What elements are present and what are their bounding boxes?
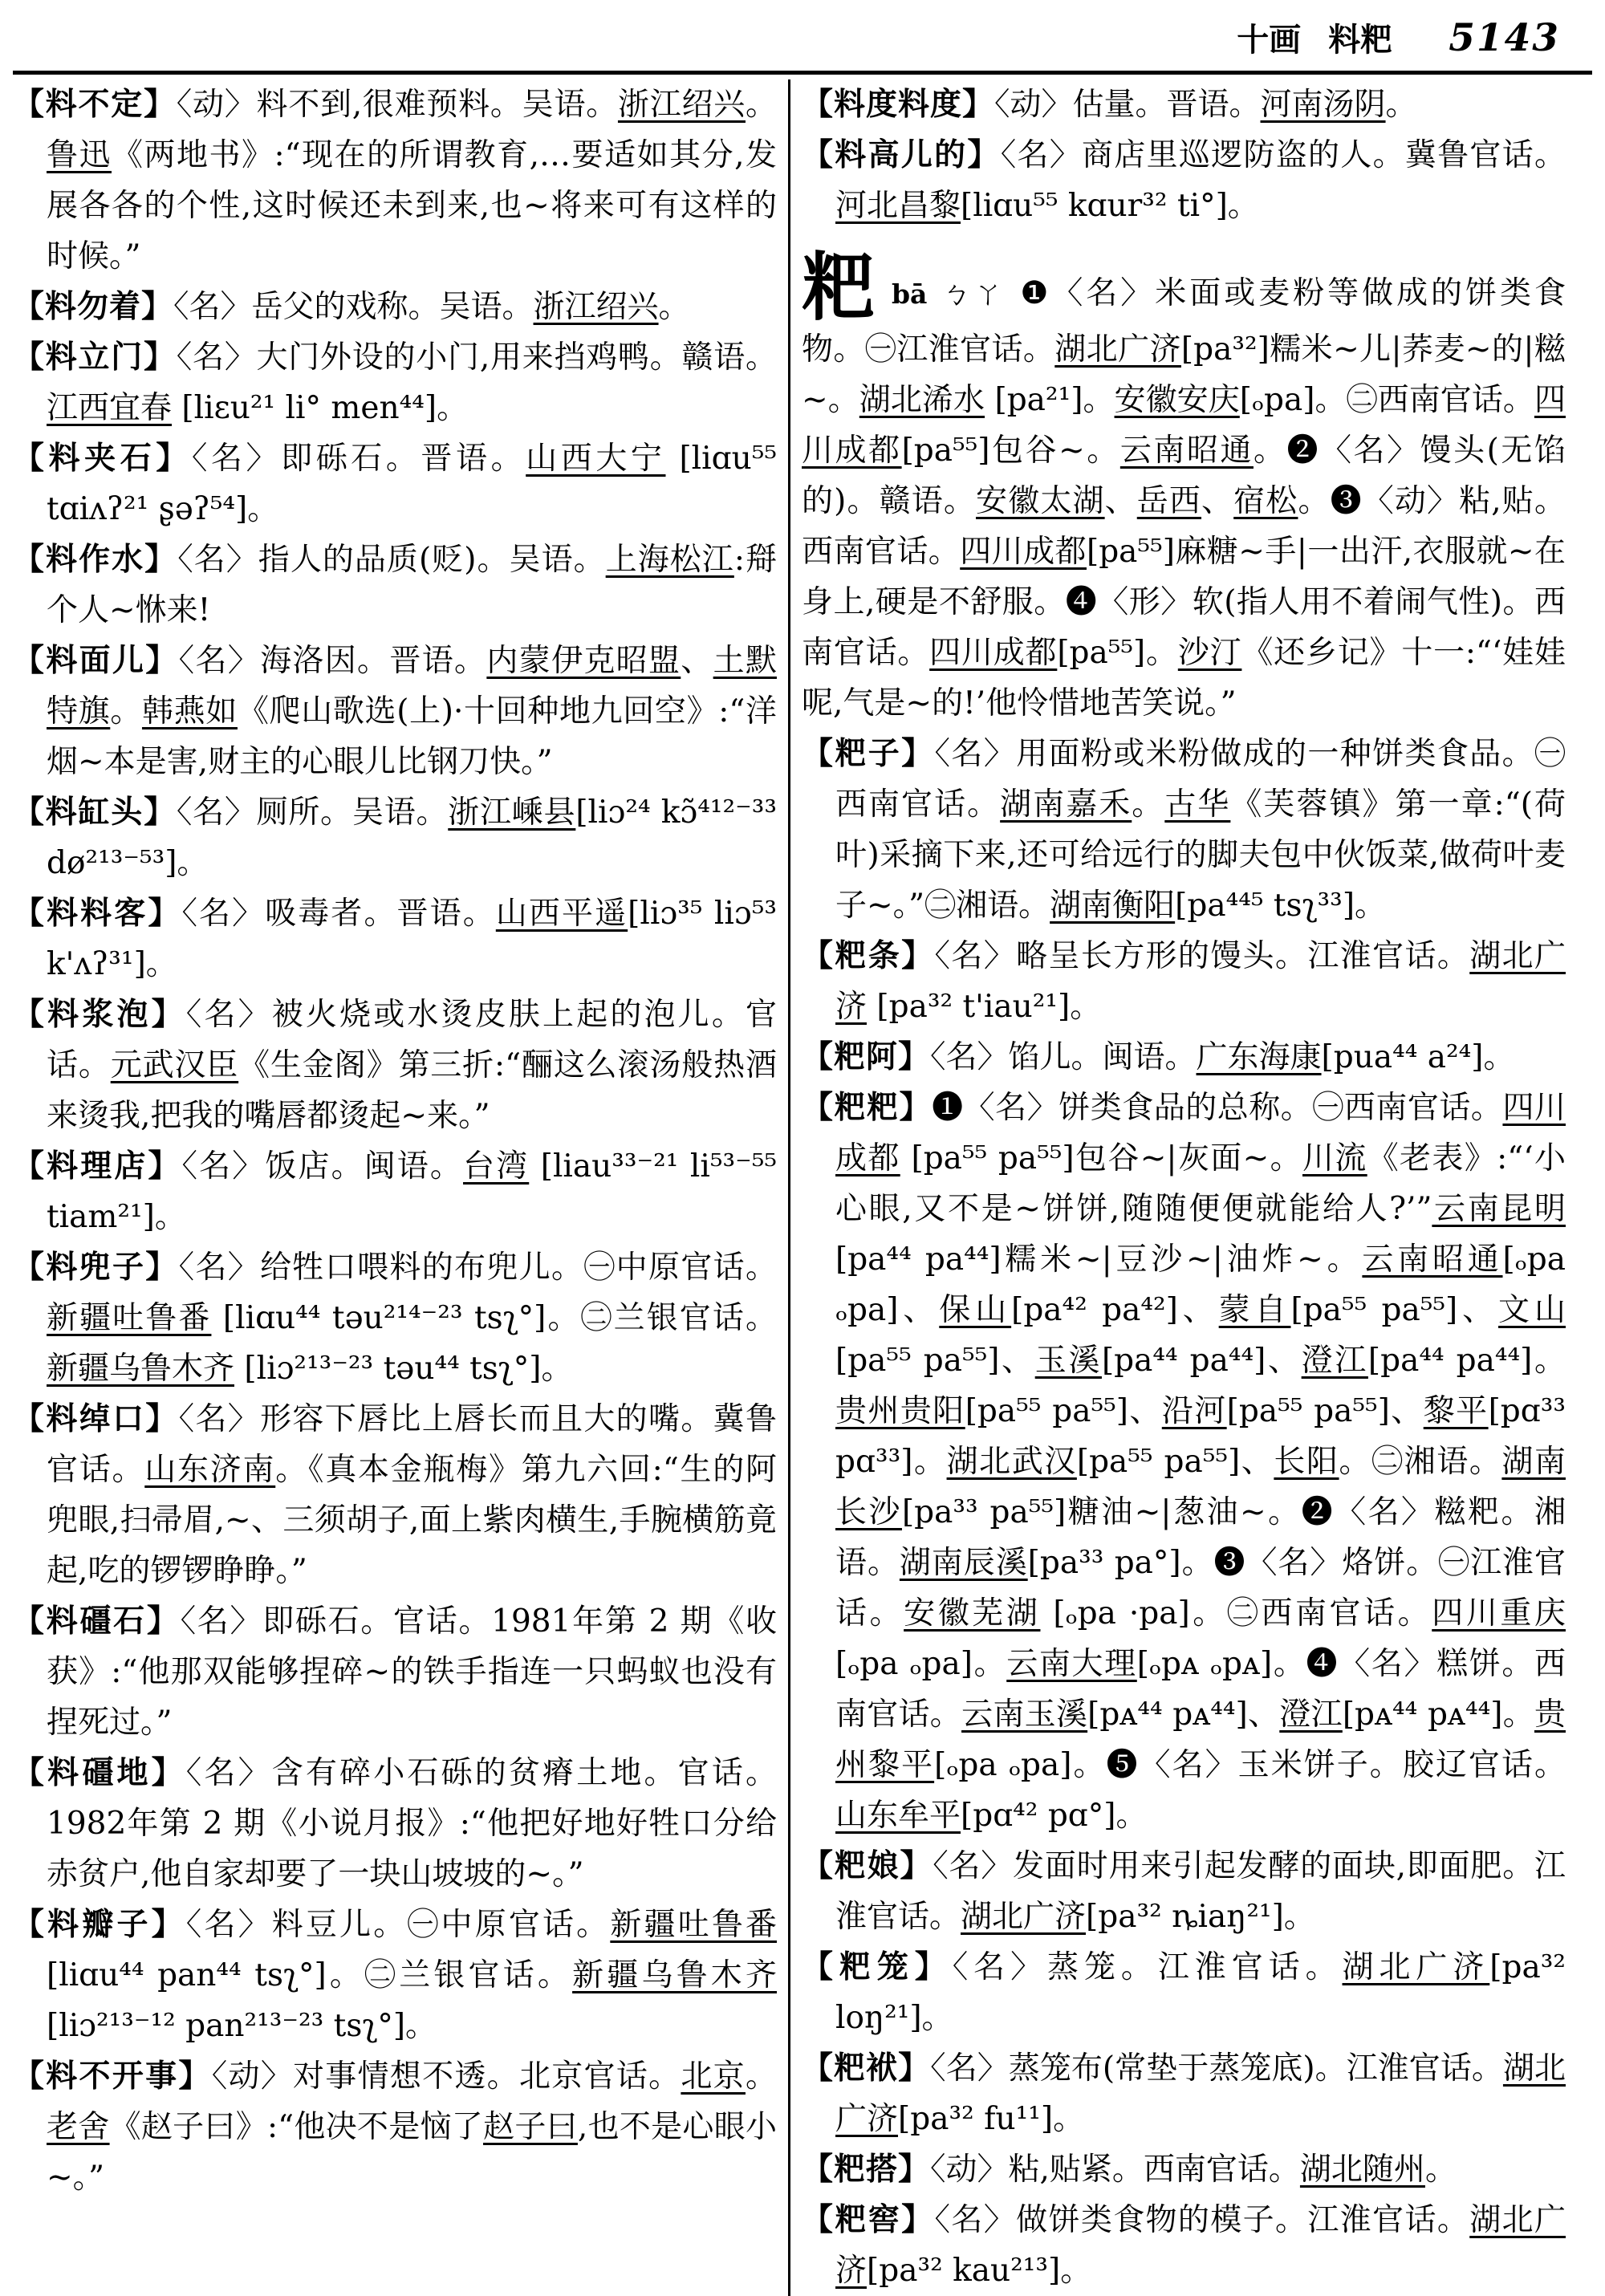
entry-text: [pa³³ pa⁵⁵]糖油~|葱油~。❷〈名〉糍粑。湘语。 [835, 1493, 1566, 1581]
underlined-proper-noun: 湖北浠水 [859, 381, 985, 418]
entry-text: 《两地书》:“现在的所谓教育,…要适如其分,发展各各的个性,这时候还未到来,也~将来可有这样的时候。” [47, 136, 777, 274]
entry-text: 〈名〉含有碎小石砾的贫瘠土地。官话。1982年第 2 期《小说月报》:“他把好地好牲口分给赤贫户,他自家却要了一块山坡坡的~。” [47, 1754, 777, 1892]
underlined-proper-noun: 玉溪 [1034, 1342, 1102, 1379]
underlined-proper-noun: 广东海康 [1196, 1038, 1322, 1075]
underlined-proper-noun: 江西宜春 [47, 389, 173, 426]
zhuyin-pronunciation: ㄅㄚ [938, 277, 1006, 311]
dict-entry-粑搭 [802, 2144, 1566, 2195]
underlined-proper-noun: 湖北广济 [835, 2201, 1566, 2289]
underlined-proper-noun: 沙汀 [1177, 634, 1242, 671]
entry-text: 〈名〉略呈长方形的馒头。江淮官话。 [934, 937, 1470, 974]
entry-text: [liɛu²¹ li° men⁴⁴]。 [172, 389, 469, 426]
dict-entry-料夹石 [13, 433, 777, 534]
entry-text: [pua⁴⁴ a²⁴]。 [1321, 1038, 1515, 1075]
entry-headword: 【料礓石】 [13, 1602, 181, 1640]
dict-entry-料礓石 [13, 1596, 777, 1748]
entry-headword: 【粑娘】 [802, 1847, 933, 1884]
underlined-proper-noun: 内蒙伊克昭盟 [486, 642, 681, 679]
entry-text: 〈名〉厕所。吴语。 [176, 794, 449, 831]
dict-entry-料勿着 [13, 282, 777, 332]
entry-text: 〈名〉发面时用来引起发酵的面块,即面肥。江淮官话。 [835, 1847, 1566, 1935]
dict-entry-料浆泡 [13, 990, 777, 1141]
underlined-proper-noun: 河南汤阴 [1260, 86, 1386, 123]
header-rule [13, 71, 1592, 75]
entry-text: [pa⁴⁴ pa⁴⁴]糯米~|豆沙~|油炸~。 [835, 1241, 1363, 1278]
entry-text: 《芙蓉镇》第一章:“(荷叶)采摘下来,还可给远行的脚夫包中伙饭菜,做荷叶麦子~。”㊁湘语。 [835, 786, 1566, 924]
underlined-proper-noun: 新疆吐鲁番 [610, 1906, 777, 1943]
column-divider [788, 79, 790, 2296]
entry-text: 〈名〉即砾石。晋语。 [191, 440, 526, 477]
dict-entry-料立门 [13, 332, 777, 433]
underlined-proper-noun: 四川成都 [960, 533, 1087, 570]
entry-text: 。❷〈名〉馒头(无馅的)。赣语。 [802, 432, 1566, 519]
underlined-proper-noun: 云南玉溪 [961, 1696, 1088, 1733]
underlined-proper-noun: 黎平 [1423, 1392, 1489, 1429]
underlined-proper-noun: 山东济南 [144, 1451, 276, 1488]
header-headword-range: 料粑 [1328, 21, 1393, 59]
entry-text: [pa³² t'iau²¹]。 [867, 988, 1102, 1025]
dict-entry-料度料度 [802, 79, 1566, 130]
underlined-proper-noun: 浙江绍兴 [533, 288, 659, 325]
entry-headword: 【料不定】 [13, 85, 177, 123]
underlined-proper-noun: 澄江 [1301, 1342, 1368, 1379]
underlined-proper-noun: 宿松 [1233, 482, 1298, 519]
entry-text: 〈动〉料不到,很难预料。吴语。 [176, 86, 618, 123]
entry-text: 〈名〉蒸笼。江淮官话。 [952, 1949, 1343, 1985]
underlined-proper-noun: 新疆乌鲁木齐 [572, 1957, 777, 1993]
head-character: 粑 [802, 243, 879, 331]
entry-headword: 【粑笼】 [802, 1948, 953, 1985]
entry-text: [ₒpa ₒpa]、 [835, 1241, 1566, 1328]
entry-headword: 【料理店】 [13, 1147, 182, 1185]
entry-text: [pa⁴⁴⁵ tsʅ³³]。 [1175, 887, 1387, 924]
entry-text: 。 [1424, 2151, 1457, 2188]
entry-text: 〈名〉形容下唇比上唇长而且大的嘴。冀鲁官话。 [47, 1400, 777, 1488]
entry-text: 。 [658, 288, 690, 325]
entry-headword: 【粑袱】 [802, 2049, 931, 2087]
header-page-number: 5143 [1449, 16, 1560, 60]
entry-text: 〈名〉被火烧或水烫皮肤上起的泡儿。官话。 [47, 996, 777, 1083]
dict-entry-料缸头 [13, 787, 777, 888]
page-header [13, 0, 1592, 64]
entry-text: [pa⁵⁵]。 [1057, 634, 1178, 671]
entry-text: [pɑ³³ pɑ³³]。 [835, 1392, 1566, 1480]
underlined-proper-noun: 山西平遥 [495, 895, 628, 932]
entry-text: [pa⁵⁵]麻糖~手|一出汗,衣服就~在身上,硬是不舒服。❹〈形〉软(指人用不着闹气性)。西南官话。 [802, 533, 1566, 671]
dict-entry-粑窖 [802, 2195, 1566, 2296]
entry-text: [pᴀ⁴⁴ pᴀ⁴⁴]、 [1087, 1696, 1280, 1733]
entry-headword: 【料夹石】 [13, 439, 192, 477]
entry-text: 〈名〉蒸笼布(常垫于蒸笼底)。江淮官话。 [930, 2050, 1503, 2087]
entry-text: ❶〈名〉米面或麦粉等做成的饼类食物。㊀江淮官话。 [802, 274, 1566, 368]
underlined-proper-noun: 四川成都 [835, 1089, 1566, 1176]
entry-text: [liɑu⁴⁴ təu²¹⁴⁻²³ tsʅ°]。㊁兰银官话。 [211, 1299, 777, 1336]
entry-text: 。 [1132, 786, 1165, 823]
dict-entry-料理店 [13, 1141, 777, 1242]
entry-text: 〈名〉做饼类食物的模子。江淮官话。 [934, 2201, 1470, 2238]
underlined-proper-noun: 安徽安庆 [1114, 381, 1240, 418]
underlined-proper-noun: 湖北广济 [961, 1898, 1087, 1935]
underlined-proper-noun: 湖北随州 [1299, 2151, 1425, 2188]
underlined-proper-noun: 湖北武汉 [946, 1443, 1077, 1480]
entry-headword: 【料料客】 [13, 894, 182, 932]
underlined-proper-noun: 云南昭通 [1362, 1241, 1503, 1278]
underlined-proper-noun: 贵州黎平 [835, 1696, 1566, 1783]
underlined-proper-noun: 川流 [1302, 1140, 1367, 1176]
underlined-proper-noun: 湖北广济 [1342, 1949, 1490, 1985]
underlined-proper-noun: 湖南辰溪 [899, 1544, 1028, 1581]
dict-entry-料料客 [13, 888, 777, 990]
underlined-proper-noun: 上海松江 [605, 541, 734, 578]
entry-text: 〈名〉海洛因。晋语。 [178, 642, 487, 679]
entry-headword: 【料勿着】 [13, 287, 174, 325]
entry-text: [liɔ²¹³⁻²³ təu⁴⁴ tsʅ°]。 [234, 1350, 573, 1387]
entry-text: 。 [745, 86, 777, 123]
entry-text: [liɑu⁴⁴ pan⁴⁴ tsʅ°]。㊁兰银官话。 [47, 1957, 573, 1993]
dict-entry-料作水 [13, 534, 777, 636]
entry-text: 〈名〉给牲口喂料的布兜儿。㊀中原官话。 [178, 1249, 777, 1286]
entry-text: 〈名〉商店里巡逻防盗的人。冀鲁官话。 [1000, 136, 1566, 173]
entry-text: 。 [1385, 86, 1417, 123]
entry-text: [pa³²]糯米~儿|荞麦~的|糍~。 [802, 331, 1566, 418]
underlined-proper-noun: 澄江 [1279, 1696, 1343, 1733]
entry-headword: 【料绰口】 [13, 1400, 179, 1437]
dict-entry-料礓地 [13, 1748, 777, 1900]
underlined-proper-noun: 四川成都 [802, 381, 1566, 469]
underlined-proper-noun: 长阳 [1274, 1443, 1339, 1480]
entry-text: [pᴀ⁴⁴ pᴀ⁴⁴]。 [1342, 1696, 1534, 1733]
entry-headword: 【粑窖】 [802, 2201, 935, 2238]
entry-headword: 【料立门】 [13, 338, 177, 376]
column-right [802, 79, 1566, 2296]
entry-text: ❶〈名〉饼类食品的总称。㊀西南官话。 [932, 1089, 1503, 1126]
entry-text: 、 [1201, 482, 1234, 519]
underlined-proper-noun: 四川成都 [929, 634, 1058, 671]
dict-entry-料瓣子 [13, 1900, 777, 2051]
entry-headword: 【料度料度】 [802, 85, 995, 123]
two-column-content [13, 79, 1592, 2296]
entry-text: [liɑu⁵⁵ tɑiʌʔ²¹ ʂəʔ⁵⁴]。 [47, 440, 777, 527]
dict-entry-粑粑 [802, 1083, 1566, 1841]
entry-text: [pa⁵⁵ pa⁵⁵]、 [1076, 1443, 1274, 1480]
entry-text: [liɔ²¹³⁻¹² pan²¹³⁻²³ tsʅ°]。 [47, 2007, 437, 2044]
entry-text: 。❸〈动〉粘,贴。西南官话。 [802, 482, 1566, 570]
entry-headword: 【粑阿】 [802, 1038, 931, 1075]
underlined-proper-noun: 安徽太湖 [976, 482, 1105, 519]
underlined-proper-noun: 四川重庆 [1432, 1595, 1566, 1632]
entry-text: 、 [1104, 482, 1137, 519]
underlined-proper-noun: 山西大宁 [526, 440, 666, 477]
entry-text: [pa³² ȵiaŋ²¹]。 [1086, 1898, 1315, 1935]
underlined-proper-noun: 湖南衡阳 [1050, 887, 1176, 924]
entry-text: [pa⁴⁴ pa⁴⁴]。 [1367, 1342, 1566, 1379]
entry-text: 〈名〉即砾石。官话。1981年第 2 期《收获》:“他那双能够捏碎~的铁手指连一只蚂蚁也没有捏死过。” [47, 1603, 777, 1741]
underlined-proper-noun: 云南大理 [1006, 1645, 1137, 1682]
entry-text: [pa³² loŋ²¹]。 [835, 1949, 1566, 2036]
entry-text: [pa⁵⁵ pa⁵⁵]、 [1226, 1392, 1424, 1429]
entry-headword: 【料面儿】 [13, 641, 179, 679]
entry-text: 。 [745, 2058, 777, 2095]
entry-headword: 【粑搭】 [802, 2150, 931, 2188]
entry-text: 《老表》:“‘小心眼,又不是~饼饼,随随便便就能给人?’” [835, 1140, 1566, 1227]
head-character-entry-粑 [802, 243, 1566, 729]
entry-headword: 【料高儿的】 [802, 136, 1001, 173]
entry-text: [pa⁵⁵ pa⁵⁵]、 [965, 1392, 1162, 1429]
dict-entry-粑阿 [802, 1032, 1566, 1083]
entry-headword: 【粑粑】 [802, 1088, 933, 1126]
entry-text: 〈动〉估量。晋语。 [994, 86, 1261, 123]
underlined-proper-noun: 浙江绍兴 [617, 86, 746, 123]
entry-text: 〈名〉用面粉或米粉做成的一种饼类食品。㊀西南官话。 [835, 735, 1566, 823]
underlined-proper-noun: 河北昌黎 [835, 187, 961, 224]
entry-headword: 【粑子】 [802, 734, 935, 772]
underlined-proper-noun: 湖北广济 [835, 937, 1566, 1025]
dict-entry-粑笼 [802, 1942, 1566, 2043]
underlined-proper-noun: 浙江嵊县 [448, 794, 576, 831]
entry-text: [ₒpa ₒpa]。❺〈名〉玉米饼子。胶辽官话。 [934, 1746, 1566, 1783]
entry-text: [ₒpᴀ ₒpᴀ]。❹〈名〉糕饼。西南官话。 [835, 1645, 1566, 1733]
entry-text: 〈名〉指人的品质(贬)。吴语。 [177, 541, 606, 578]
underlined-proper-noun: 湖北广济 [835, 2050, 1566, 2137]
entry-text: [pɑ⁴² pɑ°]。 [961, 1797, 1148, 1834]
entry-text: 《生金阁》第三折:“酾这么滚汤般热酒来烫我,把我的嘴唇都烫起~来。” [47, 1046, 777, 1134]
entry-text: 《还乡记》十一:“‘娃娃呢,气是~的!’他怜惜地苦笑说。” [802, 634, 1566, 721]
dict-entry-料高儿的 [802, 130, 1566, 231]
dict-entry-料不定 [13, 79, 777, 282]
underlined-proper-noun: 赵子曰 [483, 2108, 578, 2145]
underlined-proper-noun: 云南昆明 [1432, 1190, 1566, 1227]
underlined-proper-noun: 老舍 [47, 2108, 110, 2145]
underlined-proper-noun: 北京 [681, 2058, 746, 2095]
underlined-proper-noun: 古华 [1164, 786, 1231, 823]
entry-text: [liau³³⁻²¹ li⁵³⁻⁵⁵ tiam²¹]。 [47, 1148, 777, 1235]
dict-entry-料绰口 [13, 1394, 777, 1596]
entry-text: [pa⁵⁵]包谷~。 [901, 432, 1120, 469]
dict-entry-料面儿 [13, 636, 777, 787]
entry-headword: 【粑条】 [802, 937, 935, 974]
entry-text: 〈名〉岳父的戏称。吴语。 [173, 288, 534, 325]
dict-entry-粑娘 [802, 1841, 1566, 1942]
entry-text: [pa⁵⁵ pa⁵⁵]包谷~|灰面~。 [900, 1140, 1302, 1176]
entry-text: [ₒpa ·pa]。㊁西南官话。 [1040, 1595, 1432, 1632]
entry-text: [ₒpa]。㊁西南官话。 [1239, 381, 1534, 418]
underlined-proper-noun: 新疆乌鲁木齐 [47, 1350, 235, 1387]
entry-headword: 【料礓地】 [13, 1753, 186, 1791]
entry-text: [pa³² kau²¹³]。 [867, 2252, 1092, 2289]
dict-entry-料不开事 [13, 2051, 777, 2203]
entry-text: [liɔ³⁵ liɔ⁵³ k'ʌʔ³¹]。 [47, 895, 777, 982]
dict-entry-粑袱 [802, 2043, 1566, 2144]
entry-text: [pa⁵⁵ pa⁵⁵]、 [835, 1342, 1035, 1379]
entry-text: ,也不是心眼小~。” [47, 2108, 777, 2196]
underlined-proper-noun: 鲁迅 [47, 136, 112, 173]
underlined-proper-noun: 元武汉臣 [110, 1046, 239, 1083]
entry-headword: 【料浆泡】 [13, 995, 186, 1033]
entry-text: 〈名〉饭店。闽语。 [181, 1148, 464, 1185]
entry-headword: 【料瓣子】 [13, 1905, 186, 1943]
entry-text: [pa³² fu¹¹]。 [898, 2100, 1085, 2137]
underlined-proper-noun: 安徽芜湖 [904, 1595, 1041, 1632]
entry-headword: 【料兜子】 [13, 1248, 179, 1286]
entry-text: 。《真本金瓶梅》第九六回:“生的阿兜眼,扫帚眉,~、三须胡子,面上紫肉横生,手腕横筋竟起,吃的锣锣睁睁。” [47, 1451, 777, 1589]
entry-text: 〈名〉馅儿。闽语。 [930, 1038, 1197, 1075]
entry-text: 〈动〉粘,贴紧。西南官话。 [930, 2151, 1300, 2188]
entry-text: [pa⁴² pa⁴²]、 [1011, 1291, 1219, 1328]
entry-text: 《爬山歌选(上)·十回种地九回空》:“洋烟~本是害,财主的心眼儿比钢刀快。” [47, 693, 777, 780]
entry-text: [pa⁵⁵ pa⁵⁵]、 [1290, 1291, 1499, 1328]
underlined-proper-noun: 保山 [939, 1291, 1012, 1328]
underlined-proper-noun: 湖北广济 [1054, 331, 1181, 368]
underlined-proper-noun: 贵州贵阳 [835, 1392, 965, 1429]
underlined-proper-noun: 新疆吐鲁番 [47, 1299, 212, 1336]
entry-text: 、 [681, 642, 713, 679]
entry-headword: 【料作水】 [13, 540, 178, 578]
entry-text: [pa³³ pa°]。❸〈名〉烙饼。㊀江淮官话。 [835, 1544, 1566, 1632]
entry-text: 。 [110, 693, 142, 729]
entry-text: [pa²¹]。 [985, 381, 1115, 418]
entry-text: 〈名〉吸毒者。晋语。 [181, 895, 496, 932]
entry-text: 〈名〉料豆儿。㊀中原官话。 [185, 1906, 611, 1943]
entry-text: 〈动〉对事情想不透。北京官话。 [211, 2058, 681, 2095]
entry-headword: 【料缸头】 [13, 793, 177, 831]
entry-text: :搿个人~恘来! [47, 541, 777, 628]
underlined-proper-noun: 韩燕如 [141, 693, 238, 729]
entry-text: [liɔ²⁴ kɔ̃⁴¹²⁻³³ dø²¹³⁻⁵³]。 [47, 794, 777, 881]
entry-text: 《赵子曰》:“他决不是恼了 [109, 2108, 484, 2145]
entry-text: [pa⁴⁴ pa⁴⁴]、 [1101, 1342, 1302, 1379]
entry-headword: 【料不开事】 [13, 2057, 212, 2095]
underlined-proper-noun: 湖南嘉禾 [1000, 786, 1132, 823]
underlined-proper-noun: 土默特旗 [47, 642, 777, 729]
dict-entry-粑子 [802, 729, 1566, 931]
entry-text: 〈名〉大门外设的小门,用来挡鸡鸭。赣语。 [176, 339, 777, 376]
dict-entry-料兜子 [13, 1242, 777, 1394]
underlined-proper-noun: 台湾 [463, 1148, 530, 1185]
underlined-proper-noun: 岳西 [1136, 482, 1202, 519]
underlined-proper-noun: 文山 [1498, 1291, 1566, 1328]
column-left [13, 79, 777, 2296]
underlined-proper-noun: 蒙自 [1218, 1291, 1291, 1328]
dict-entry-粑条 [802, 931, 1566, 1032]
entry-text: 。㊁湘语。 [1339, 1443, 1502, 1480]
underlined-proper-noun: 沿河 [1161, 1392, 1227, 1429]
underlined-proper-noun: 山东牟平 [835, 1797, 961, 1834]
pinyin-pronunciation: bā [891, 278, 928, 310]
header-stroke-section: 十画 [1237, 21, 1302, 59]
entry-text: [liɑu⁵⁵ kɑur³² ti°]。 [961, 187, 1259, 224]
underlined-proper-noun: 云南昭通 [1119, 432, 1254, 469]
underlined-proper-noun: 湖南长沙 [835, 1443, 1566, 1530]
entry-text: [ₒpa ₒpa]。 [835, 1645, 1007, 1682]
